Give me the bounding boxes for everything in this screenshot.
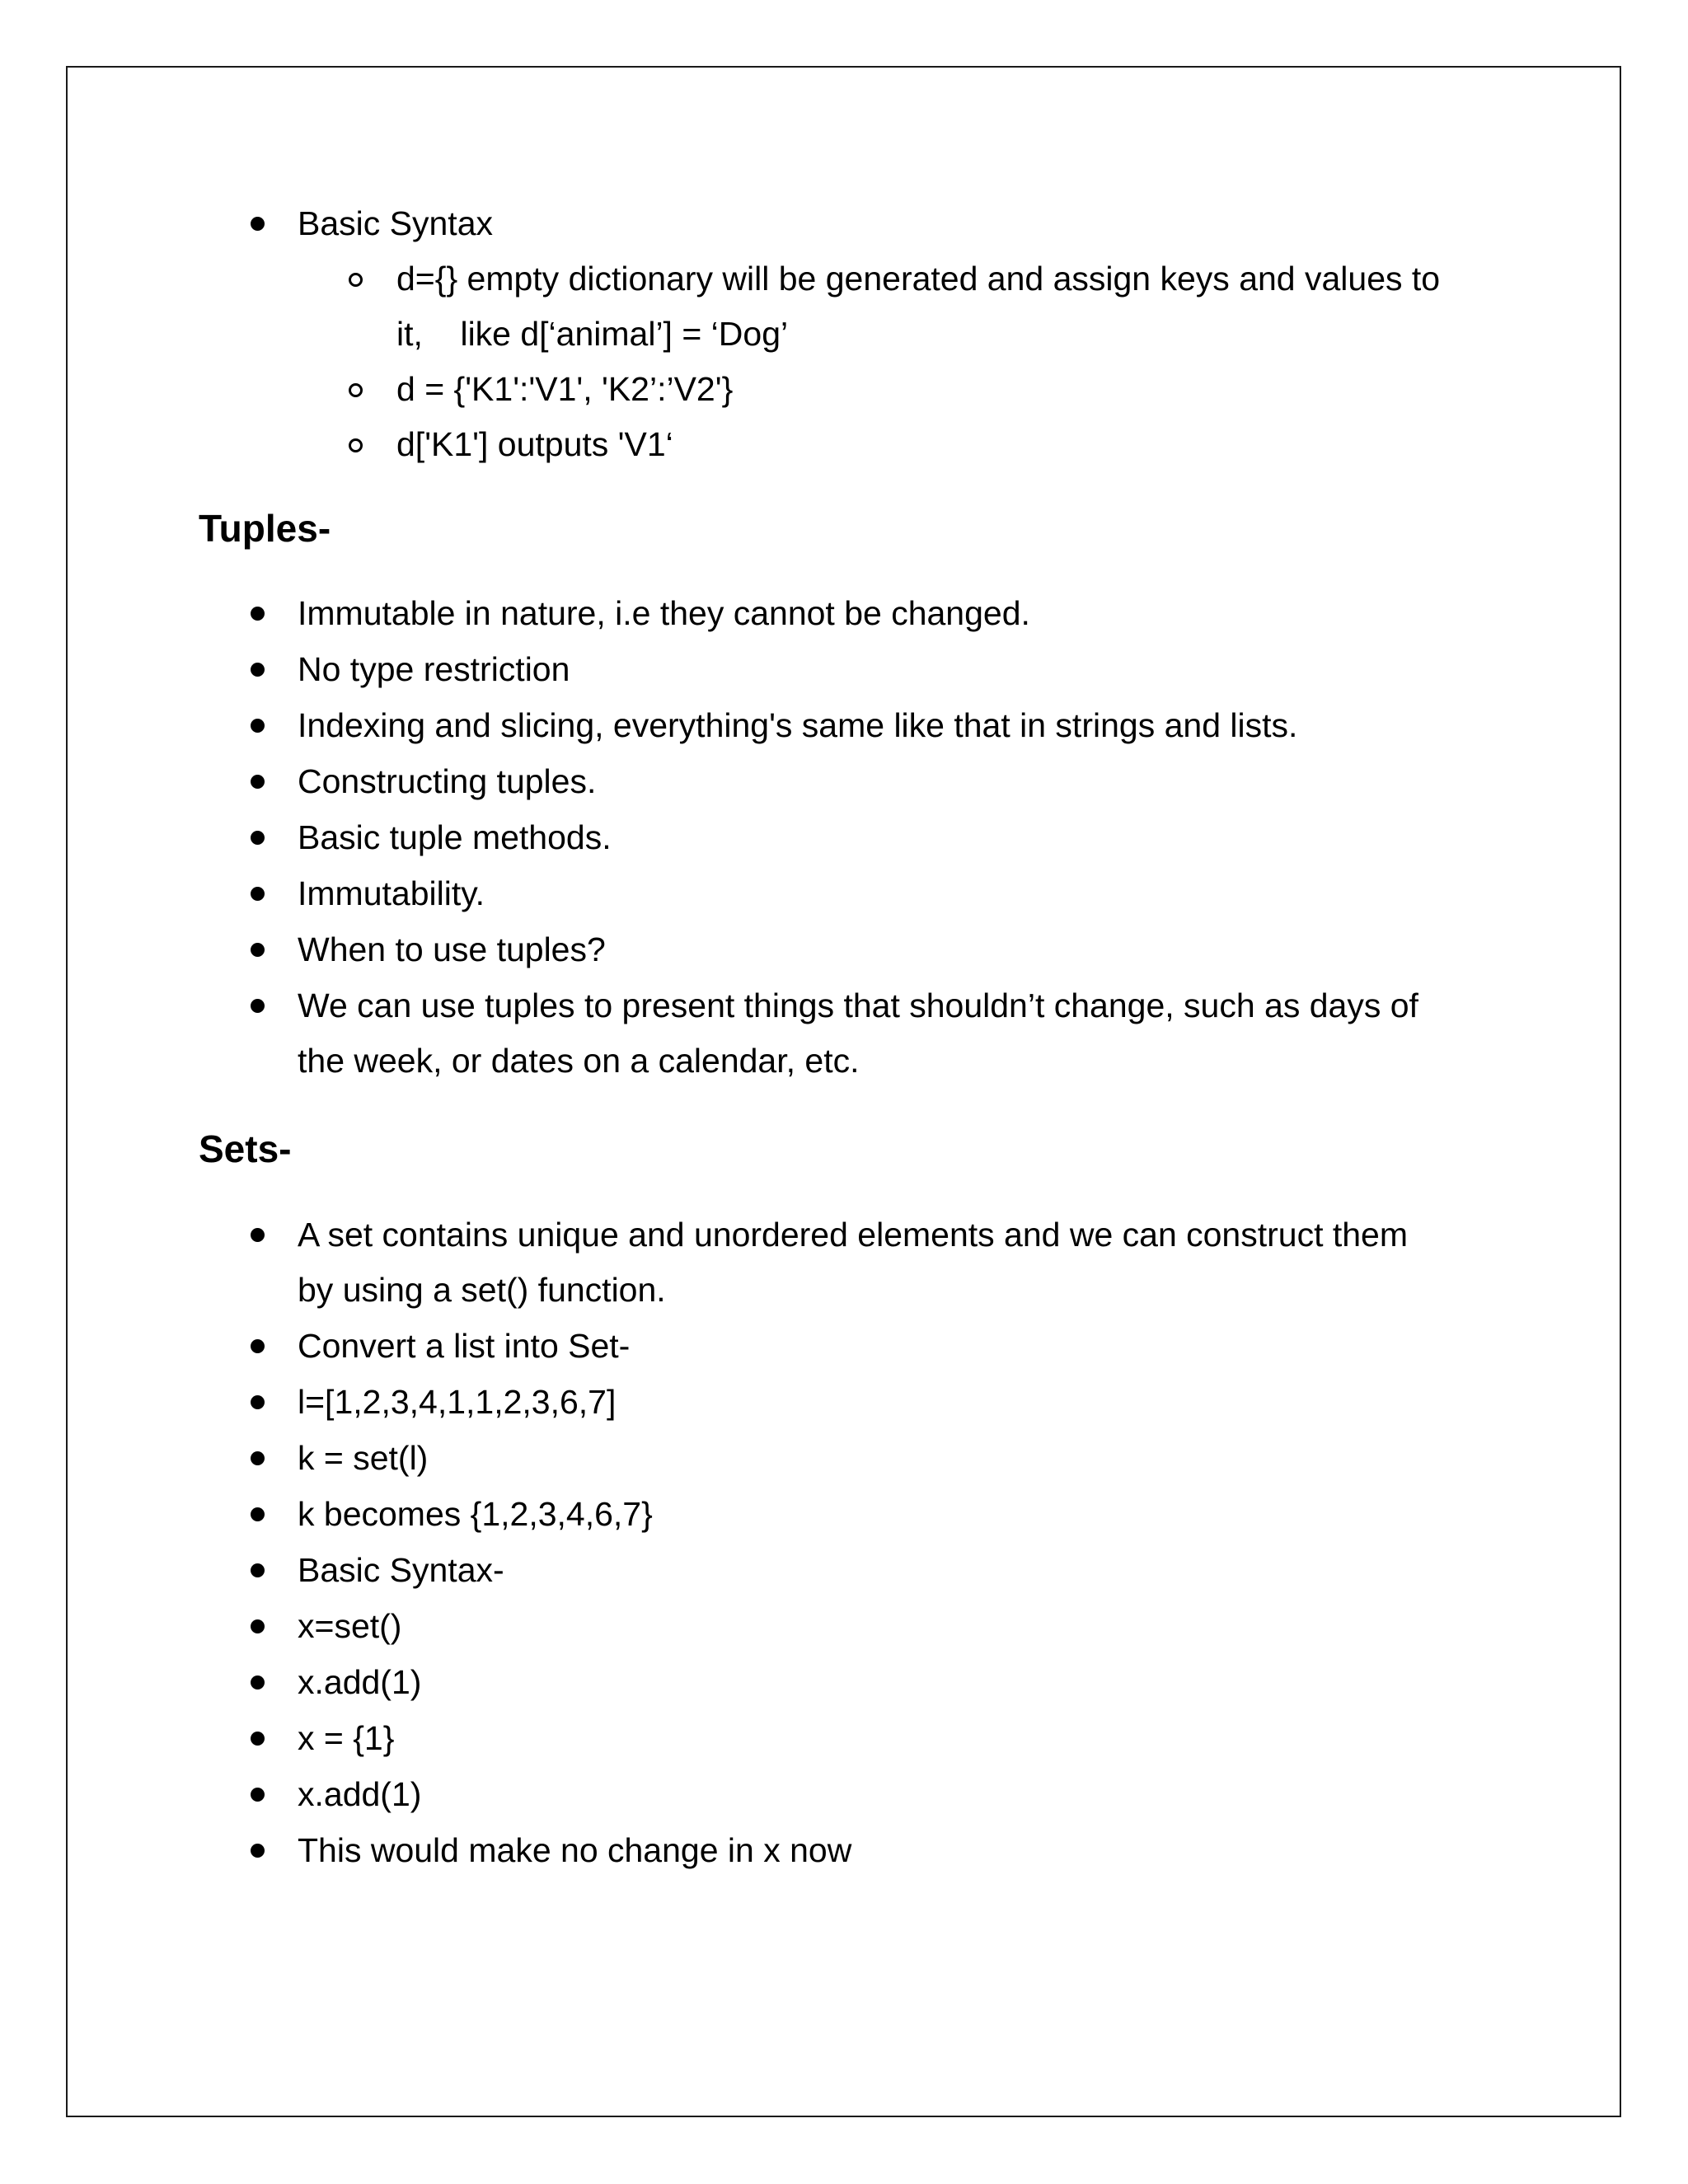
- bullet-icon: [251, 1451, 265, 1465]
- list-item: k becomes {1,2,3,4,6,7}: [298, 1495, 653, 1533]
- bullet-icon: [251, 1844, 265, 1858]
- bullet-icon: [251, 1619, 265, 1633]
- section-heading-tuples: Tuples-: [199, 507, 331, 550]
- bullet-icon: [251, 663, 265, 677]
- bullet-icon: [251, 775, 265, 789]
- list-item: Basic Syntax-: [298, 1551, 504, 1589]
- bullet-icon: [251, 1507, 265, 1521]
- list-item: x.add(1): [298, 1775, 422, 1813]
- list-item: x = {1}: [298, 1719, 395, 1757]
- bullet-icon: [251, 1675, 265, 1690]
- hollow-bullet-icon: [349, 438, 363, 452]
- bullet-icon: [251, 1788, 265, 1802]
- hollow-bullet-icon: [349, 273, 363, 287]
- bullet-icon: [251, 217, 265, 231]
- bullet-icon: [251, 999, 265, 1013]
- bullet-icon: [251, 1563, 265, 1577]
- bullet-icon: [251, 943, 265, 957]
- list-item: Basic tuple methods.: [298, 818, 612, 856]
- sub-list-item: d={} empty dictionary will be generated and assign keys and values to: [396, 260, 1441, 298]
- list-item: We can use tuples to present things that shouldn’t change, such as days of: [298, 987, 1418, 1024]
- list-item: k = set(l): [298, 1439, 429, 1477]
- bullet-icon: [251, 831, 265, 845]
- bullet-icon: [251, 887, 265, 901]
- hollow-bullet-icon: [349, 383, 363, 397]
- list-item: This would make no change in x now: [298, 1831, 852, 1869]
- sub-list-item-continuation: it, like d[‘animal’] = ‘Dog’: [396, 315, 789, 353]
- section-heading-sets: Sets-: [199, 1127, 292, 1170]
- list-item-continuation: the week, or dates on a calendar, etc.: [298, 1042, 860, 1080]
- list-item: x=set(): [298, 1607, 402, 1645]
- list-item: When to use tuples?: [298, 930, 606, 968]
- bullet-icon: [251, 1732, 265, 1746]
- list-item: A set contains unique and unordered elements and we can construct them: [298, 1216, 1409, 1254]
- bullet-icon: [251, 1339, 265, 1353]
- bullet-icon: [251, 1228, 265, 1242]
- list-item: Constructing tuples.: [298, 762, 597, 800]
- bullet-icon: [251, 719, 265, 733]
- list-item: Convert a list into Set-: [298, 1327, 631, 1365]
- bullet-icon: [251, 607, 265, 621]
- list-item: Indexing and slicing, everything's same like that in strings and lists.: [298, 706, 1298, 744]
- list-item: Immutability.: [298, 874, 485, 912]
- list-item: No type restriction: [298, 650, 570, 688]
- bullet-icon: [251, 1395, 265, 1409]
- list-item: Immutable in nature, i.e they cannot be changed.: [298, 594, 1030, 632]
- list-item: Basic Syntax: [298, 204, 493, 242]
- sub-list-item: d['K1'] outputs 'V1‘: [396, 425, 673, 463]
- sub-list-item: d = {'K1':'V1', 'K2’:’V2'}: [396, 370, 734, 408]
- list-item: x.add(1): [298, 1663, 422, 1701]
- list-item: l=[1,2,3,4,1,1,2,3,6,7]: [298, 1383, 617, 1421]
- list-item-continuation: by using a set() function.: [298, 1271, 666, 1309]
